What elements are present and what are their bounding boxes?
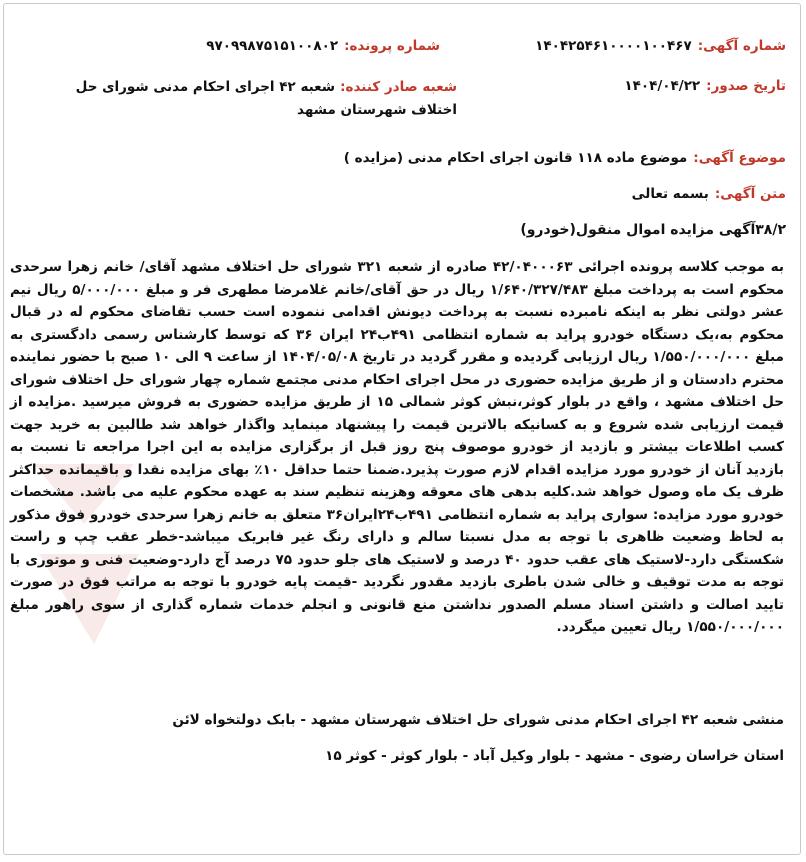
case-number [206, 38, 440, 54]
address-line: استان خراسان رضوی - مشهد - بلوار وکیل آباد - بلوار کوثر - کوثر ۱۵ [325, 748, 784, 764]
text-section-header [632, 186, 786, 202]
case-number-label: شماره پرونده: [344, 38, 440, 54]
issuer-label: شعبه صادر کننده: [340, 79, 457, 95]
issue-date [624, 78, 786, 94]
bismillah: بسمه تعالی [631, 186, 709, 202]
issuer [37, 76, 457, 122]
subject-label: موضوع آگهی: [693, 150, 786, 166]
issue-date-label: تاریخ صدور: [706, 78, 786, 94]
subject [344, 150, 786, 166]
subject-value: موضوع ماده ۱۱۸ قانون اجرای احکام مدنی (مزایده ) [343, 150, 688, 166]
ad-number-value: ۱۴۰۴۲۵۴۶۱۰۰۰۰۱۰۰۴۶۷ [535, 38, 692, 54]
issuer-value: شعبه ۴۲ اجرای احکام مدنی شورای حل اختلاف شهرستان مشهد [75, 79, 457, 118]
case-number-value: ۹۷۰۹۹۸۷۵۱۵۱۰۰۸۰۲ [206, 38, 339, 54]
issue-date-value: ۱۴۰۴/۰۴/۲۲ [624, 78, 701, 94]
notice-frame [3, 3, 801, 855]
notice-body: به موجب کلاسه پرونده اجرائی ۴۲/۰۴۰۰۰۶۳ صادره از شعبه ۳۲۱ شورای حل اختلاف مشهد آقای/ خانم زهرا سرحدی محکوم است به پرداخت مبلغ ۱/۶۴۰/۳۲۷/۴۸۳ ریال در حق آقای/خانم غلامرضا مطهری فر و مبلغ ۵/۰۰۰/۰۰۰ ریال نیم عشر دولتی نظر به اینکه نامبرده نسبت به پرداخت دیونش اقدامی ننموده است حسب تقاضای محکوم له در قبال محکوم به،یک دستگاه خودرو پراید به شماره انتظامی ۴۹۱ب۲۴ ایران ۳۶ که توسط کارشناس رسمی دادگستری به مبلغ ۱/۵۵۰/۰۰۰/۰۰۰ ریال ارزیابی گردیده و مقرر گردید در تاریخ ۱۴۰۴/۰۵/۰۸ از ساعت ۹ الی ۱۰ صبح با حضور نماینده محترم دادستان و از طریق مزایده حضوری در محل اجرای احکام مدنی مجتمع شماره چهار شورای حل اختلاف شورای حل اختلاف مشهد ، واقع در بلوار کوثر،نبش کوثر شمالی ۱۵ از طریق مزایده حضوری به فروش میرسید .مزایده از قیمت ارزیابی شده شروع و به کسانیکه بالاترین قیمت را پیشنهاد مینماید واگذار خواهد شد طالبین به خرید جهت کسب اطلاعات بیشتر و بازدید از خودرو موصوف پنج روز قبل از برگزاری مزایده به این اجرا مراجعه تا نسبت به بازدید آنان از خودرو مورد مزایده اقدام لازم صورت پذیرد.ضمنا حتما حداقل ۱۰٪ بهای مزایده نقدا و باقیمانده حداکثر ظرف یک ماه وصول خواهد شد.کلیه بدهی های معوقه وهزینه تنظیم سند به عهده محکوم علیه می باشد. مشخصات خودرو مورد مزایده: سواری پراید به شماره انتظامی ۴۹۱ب۲۴ایران۳۶ متعلق به خانم زهرا سرحدی خودرو فوق مذکور به لحاظ وضعیت ظاهری با توجه به مدل نسبتا سالم و دارای رنگ غیر فابریک میباشد-خطر عقب چپ و راست شکستگی دارد-لاستیک های عقب حدود ۴۰ درصد و لاستیک های جلو حدود ۷۵ درصد آج دارد-وضعیت فنی و موتوری با توجه به مدت توقیف و خالی شدن باطری بازدید مقدور نگردید -قیمت پایه خودرو با توجه به مراتب فوق در صورت تایید اصالت و داشتن اسناد مسلم الصدور نداشتن منع قانونی و انجلم خدمات شماره گذاری از سوی راهور مبلغ ۱/۵۵۰/۰۰۰/۰۰۰ ریال تعیین میگردد. [10, 259, 785, 635]
signature-line: منشی شعبه ۴۲ اجرای احکام مدنی شورای حل اختلاف شهرستان مشهد - بابک دولتخواه لائن [172, 712, 784, 728]
ad-number [535, 38, 786, 54]
ad-number-label: شماره آگهی: [697, 38, 786, 54]
notice-title: ۳۸/۲آگهی مزایده اموال منقول(خودرو) [520, 222, 786, 238]
text-label: متن آگهی: [714, 186, 786, 202]
